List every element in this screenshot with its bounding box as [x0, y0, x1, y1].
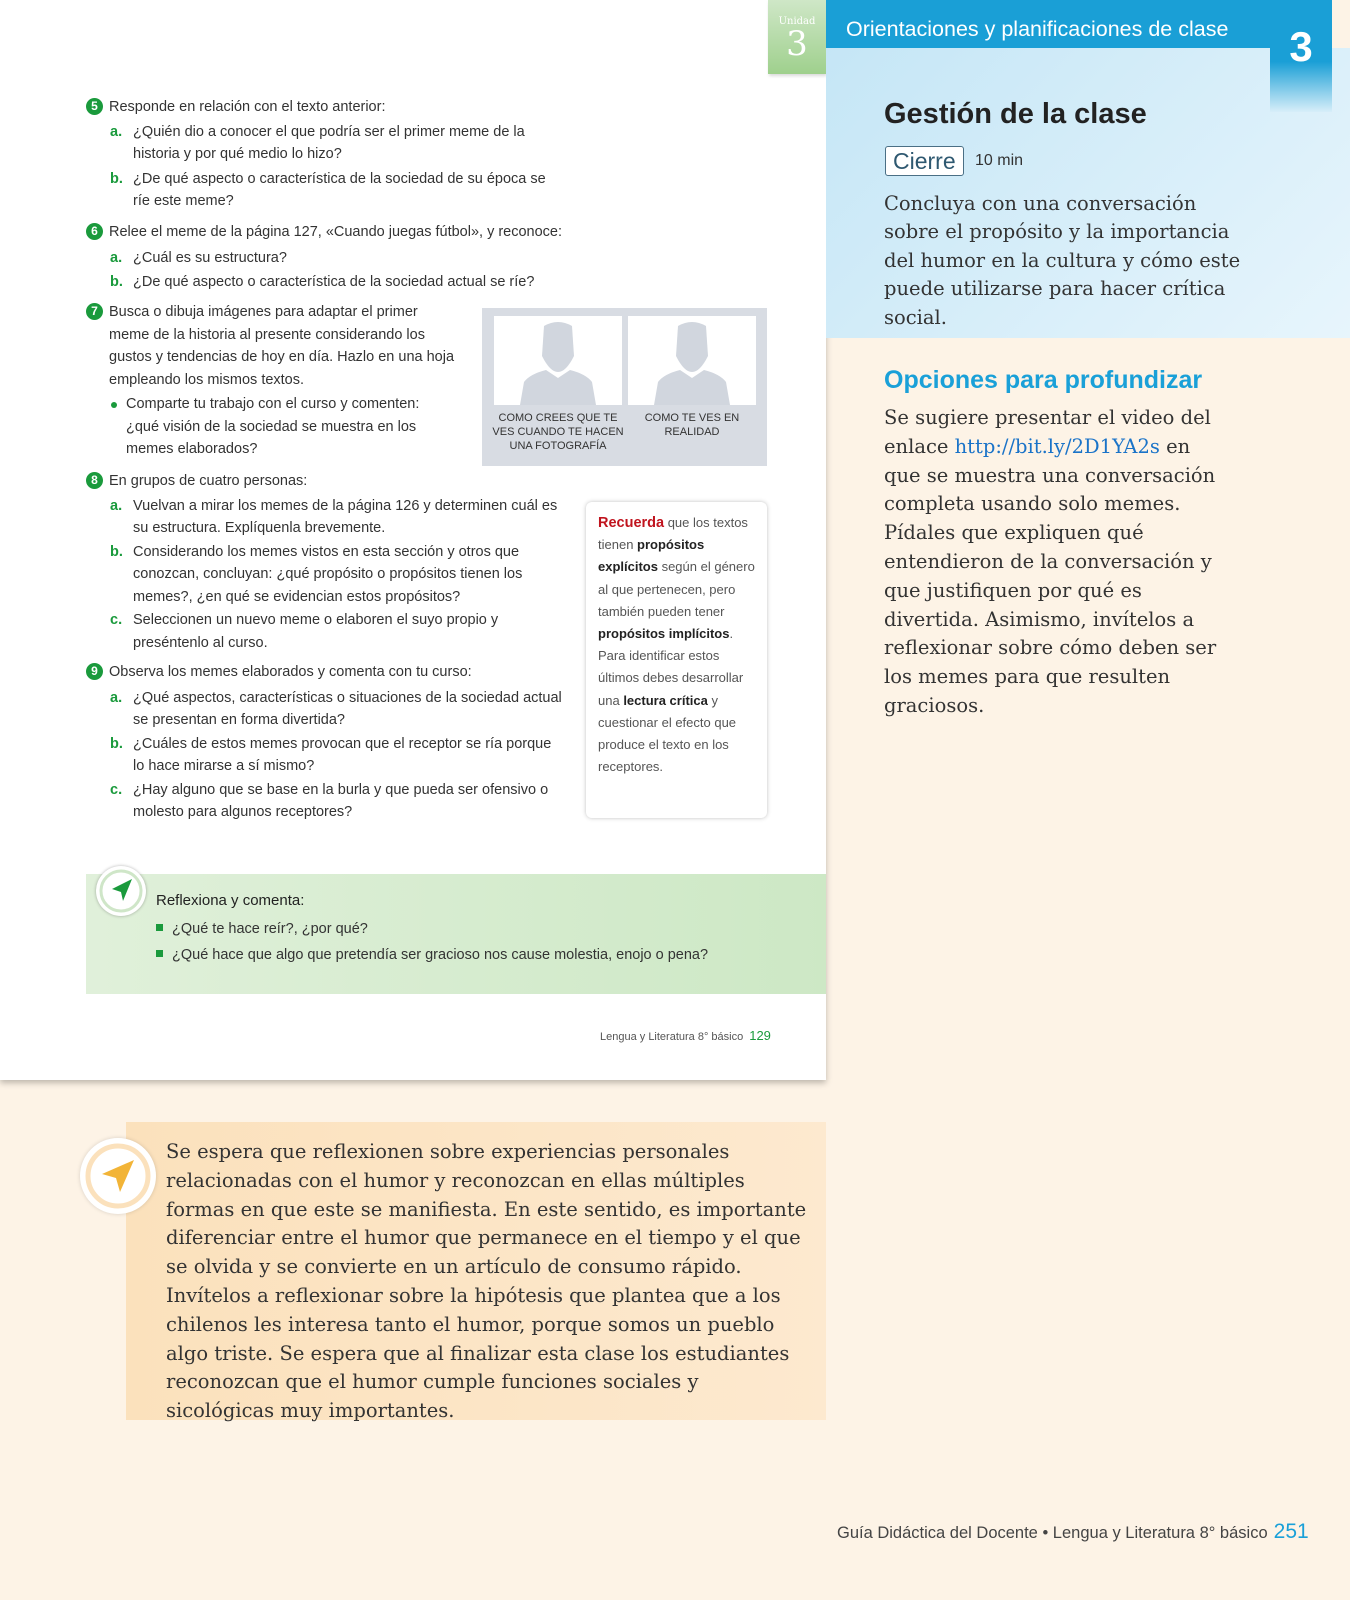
- footer-text: Lengua y Literatura 8° básico: [600, 1031, 744, 1043]
- item-letter: a.: [110, 497, 123, 514]
- question-item: [86, 779, 566, 824]
- item-text: ¿Cuál es su estructura?: [133, 249, 287, 266]
- page-number: 129: [749, 1028, 771, 1043]
- reflexiona-item-text: ¿Qué hace que algo que pretendía ser gracioso nos cause molestia, enojo o pena?: [172, 947, 709, 963]
- question-text: Busca o dibuja imágenes para adaptar el primer meme de la historia al presente considerando los gustos y tendencias de hoy en día. Hazlo en una hoja empleando los mismos textos.: [109, 304, 455, 388]
- reflexiona-title: Reflexiona y comenta:: [156, 892, 305, 909]
- bullet-square: [156, 924, 163, 931]
- unit-tab-label: Unidad: [778, 16, 816, 27]
- reflection-note-text: Se espera que reflexionen sobre experiencias personales relacionadas con el humor y reconozcan en ellas múltiples formas en que este se manifiesta. En este sentido, es importante diferenciar entre el humor que permanece en el tiempo y el que se olvida y se convierte en un artículo de consumo rápido. Invítelos a reflexionar sobre la hipótesis que plantea que a los chilenos les interesa tanto el humor, porque somos un pueblo algo triste. Se espera que al finalizar esta clase los estudiantes reconozcan que el humor cumple funciones sociales y sicológicas muy importantes.: [166, 1140, 807, 1423]
- question-8: [86, 470, 566, 654]
- opciones-title: Opciones para profundizar: [884, 366, 1203, 394]
- guide-unit-number: 3: [1270, 0, 1332, 112]
- bullet-dot: [111, 402, 117, 408]
- person-silhouette-icon: [628, 316, 756, 405]
- meme-caption-right: COMO TE VES EN REALIDAD: [644, 412, 740, 438]
- recuerda-segment: que los textos tienen: [598, 515, 748, 553]
- question-text: Responde en relación con el texto anterior:: [109, 99, 386, 115]
- item-text: ¿Hay alguno que se base en la burla y que pueda ser ofensivo o molesto para algunos receptores?: [133, 781, 549, 820]
- question-item: [86, 609, 566, 654]
- question-item: [86, 168, 566, 213]
- meme-panel-left: [494, 316, 622, 405]
- student-book-page: [0, 0, 826, 1080]
- question-6: [86, 221, 566, 294]
- question-text: Relee el meme de la página 127, «Cuando juegas fútbol», y reconoce:: [109, 224, 563, 240]
- opciones-text-part: Se sugiere presentar el video del enlace: [884, 406, 1211, 458]
- bullet-square: [156, 950, 163, 957]
- recuerda-bold: lectura crítica: [623, 692, 708, 708]
- item-letter: c.: [110, 612, 123, 628]
- item-letter: a.: [110, 123, 123, 140]
- unit-tab: [768, 0, 826, 74]
- meme-panel-right: [628, 316, 756, 405]
- meme-caption-left: COMO CREES QUE TE VES CUANDO TE HACEN UNA FOTOGRAFÍA: [492, 412, 624, 452]
- question-bullet: [86, 393, 456, 461]
- item-text: ¿Qué aspectos, características o situaciones de la sociedad actual se presentan en forma divertida?: [133, 689, 562, 728]
- recuerda-segment: . Para identificar estos últimos debes desarrollar una: [598, 626, 744, 708]
- item-text: Seleccionen un nuevo meme o elaboren el suyo propio y preséntenlo al curso.: [133, 612, 499, 651]
- question-item: [86, 495, 566, 540]
- recuerda-title: Recuerda: [598, 515, 665, 531]
- guide-footer: [837, 1520, 1309, 1544]
- item-letter: b.: [110, 735, 123, 752]
- recuerda-bold: propósitos explícitos: [598, 537, 705, 575]
- question-text: En grupos de cuatro personas:: [109, 473, 308, 489]
- person-silhouette-icon: [494, 316, 622, 405]
- compass-arrow-icon: [96, 866, 146, 916]
- question-number: 7: [86, 303, 103, 320]
- item-text: ¿Quién dio a conocer el que podría ser el primer meme de la historia y por qué medio lo hizo?: [133, 123, 525, 162]
- cierre-badge: Cierre: [885, 146, 964, 176]
- item-letter: b.: [110, 274, 123, 290]
- question-number: 6: [86, 223, 103, 240]
- item-letter: a.: [110, 689, 123, 706]
- opciones-text: [884, 404, 1224, 721]
- guide-header-bar: Orientaciones y planificaciones de clase: [826, 0, 1270, 48]
- item-text: ¿De qué aspecto o característica de la sociedad actual se ríe?: [133, 274, 535, 290]
- reflection-note-box: [126, 1122, 826, 1423]
- item-text: Vuelvan a mirar los memes de la página 126 y determinen cuál es su estructura. Explíquenla brevemente.: [133, 497, 558, 536]
- duration-label: 10 min: [975, 152, 1024, 169]
- question-item: [86, 733, 566, 778]
- student-page-footer: [600, 1028, 771, 1043]
- recuerda-bold: propósitos implícitos: [598, 626, 730, 642]
- question-text: Observa los memes elaborados y comenta con tu curso:: [109, 664, 472, 680]
- item-text: ¿Cuáles de estos memes provocan que el receptor se ría porque lo hace mirarse a sí mismo?: [133, 735, 552, 774]
- item-letter: c.: [110, 781, 123, 798]
- question-item: [86, 687, 566, 732]
- gestion-text: Concluya con una conversación sobre el propósito y la importancia del humor en la cultura y cómo este puede utilizarse para hacer crítica social.: [884, 192, 1241, 329]
- page-number: 251: [1273, 1520, 1309, 1543]
- reflexiona-item: [156, 921, 368, 937]
- question-number: 5: [86, 98, 103, 115]
- question-item: [86, 247, 566, 270]
- item-letter: a.: [110, 249, 123, 266]
- video-link[interactable]: http://bit.ly/2D1YA2s: [954, 434, 1160, 458]
- footer-text: Guía Didáctica del Docente • Lengua y Literatura 8° básico: [837, 1524, 1268, 1542]
- item-text: ¿De qué aspecto o característica de la sociedad de su época se ríe este meme?: [133, 170, 546, 209]
- reflexiona-item: [156, 947, 708, 963]
- recuerda-box: [586, 502, 767, 818]
- opciones-text-part: en que se muestra una conversación completa usando solo memes. Pídales que expliquen qué entendieron de la conversación y que justifiquen por qué es divertida. Asimismo, invítelos a reflexionar sobre cómo deben ser los memes para que resulten graciosos.: [884, 434, 1217, 717]
- reflexiona-section: [86, 874, 826, 994]
- reflexiona-item-text: ¿Qué te hace reír?, ¿por qué?: [172, 921, 368, 937]
- question-item: [86, 541, 566, 609]
- meme-image: [482, 308, 767, 466]
- question-number: 8: [86, 472, 103, 489]
- bullet-text: Comparte tu trabajo con el curso y comenten: ¿qué visión de la sociedad se muestra en los memes elaborados?: [126, 396, 420, 457]
- unit-tab-number: 3: [786, 24, 808, 64]
- gestion-title: Gestión de la clase: [884, 98, 1147, 130]
- question-5: [86, 96, 566, 213]
- recuerda-text: [598, 512, 763, 778]
- item-letter: b.: [110, 543, 123, 560]
- question-item: [86, 121, 566, 166]
- question-7: [86, 301, 456, 461]
- question-9: [86, 661, 566, 824]
- question-item: [86, 271, 566, 294]
- question-number: 9: [86, 663, 103, 680]
- item-text: Considerando los memes vistos en esta sección y otros que conozcan, concluyan: ¿qué propósito o propósitos tienen los memes?, ¿en qué se evidencian estos propósitos?: [133, 543, 523, 605]
- item-letter: b.: [110, 170, 123, 187]
- compass-arrow-icon: [80, 1138, 156, 1214]
- recuerda-segment: y cuestionar el efecto que produce el texto en los receptores.: [598, 692, 737, 775]
- recuerda-segment: según el género al que pertenecen, pero también pueden tener: [598, 559, 755, 619]
